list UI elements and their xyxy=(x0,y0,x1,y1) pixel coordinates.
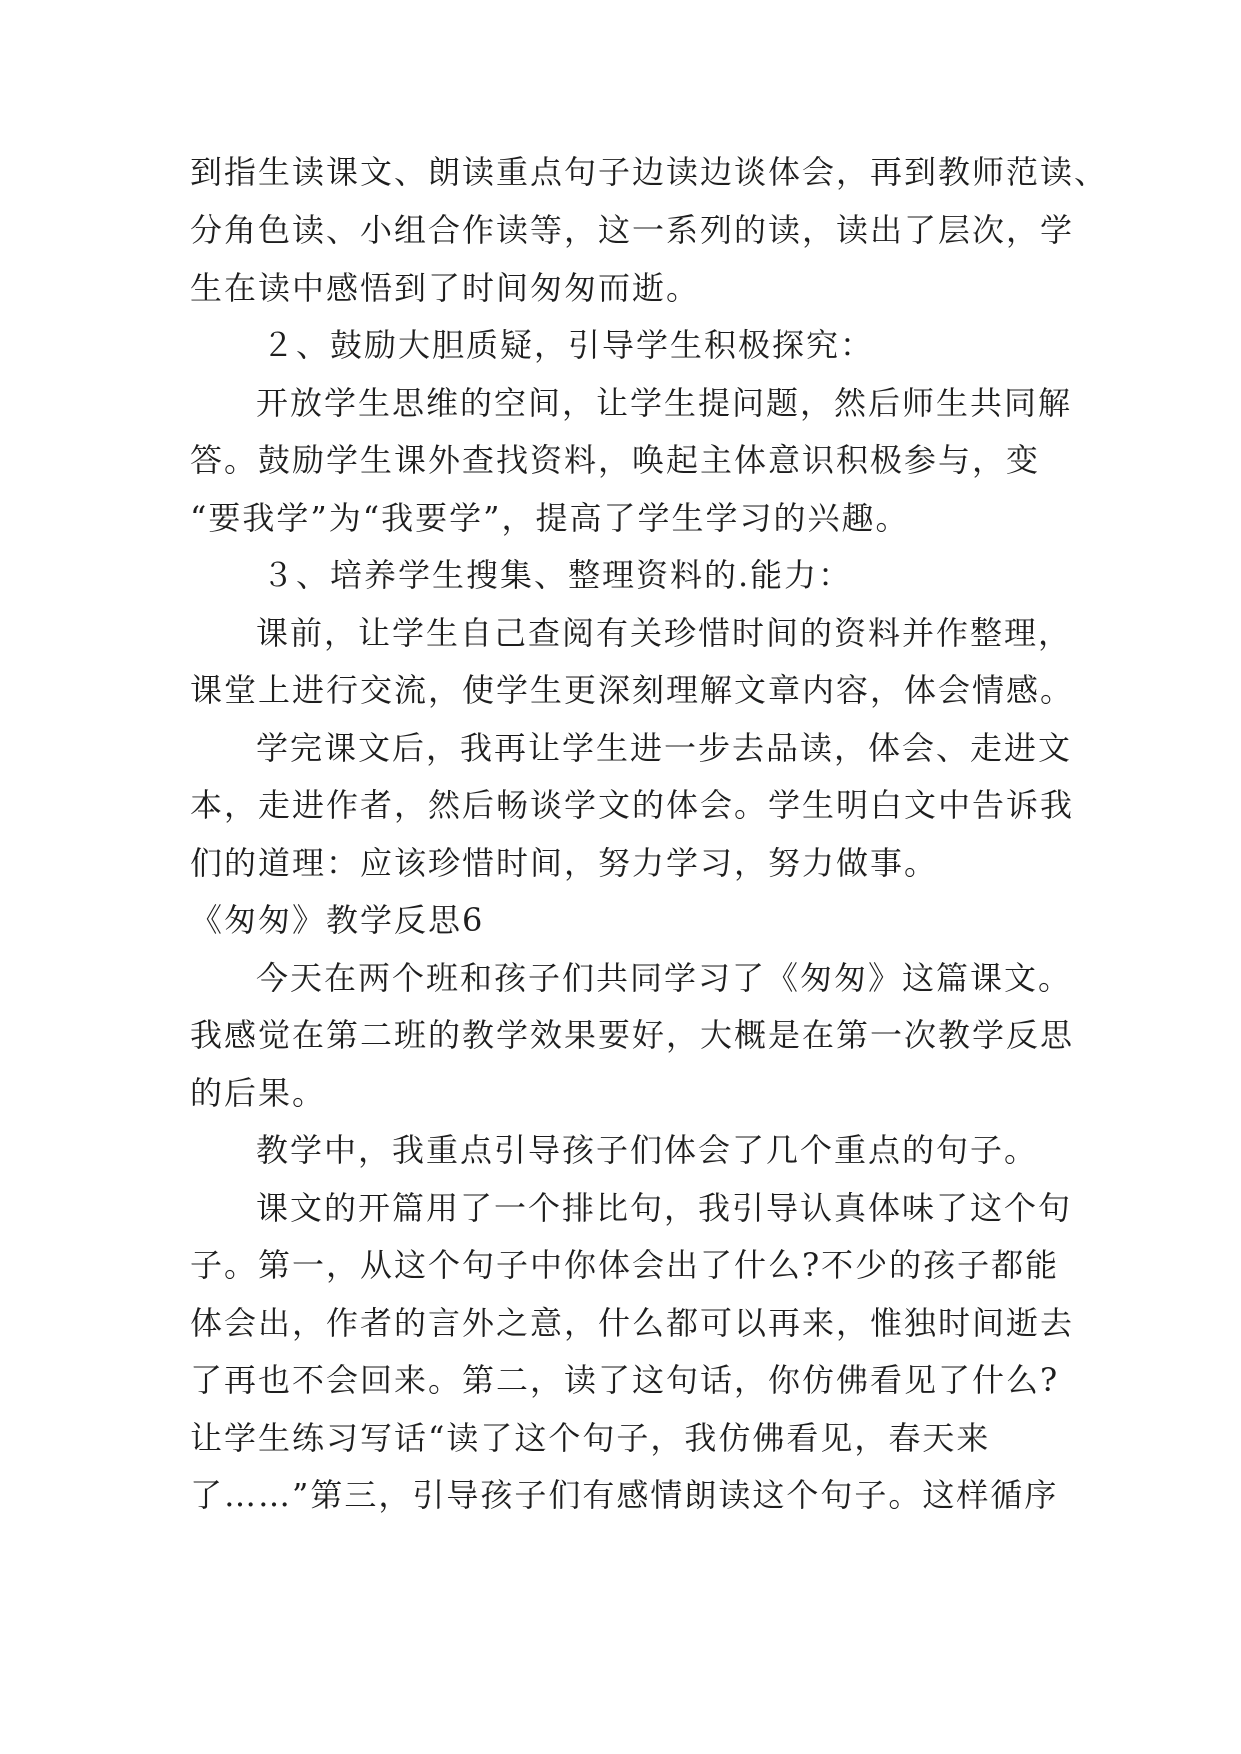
body-text-line: 开放学生思维的空间，让学生提问题，然后师生共同解 xyxy=(256,384,1073,422)
body-text-line: 了……”第三，引导孩子们有感情朗读这个句子。这样循序 xyxy=(190,1476,1059,1514)
body-text-line: 课前，让学生自己查阅有关珍惜时间的资料并作整理， xyxy=(256,614,1073,652)
article-title: 《匆匆》教学反思6 xyxy=(190,901,485,939)
body-text-line: 答。鼓励学生课外查找资料，唤起主体意识积极参与，变 xyxy=(190,441,1041,479)
body-text-line: 了再也不会回来。第二，读了这句话，你仿佛看见了什么? xyxy=(190,1361,1060,1399)
body-text-line: 学完课文后，我再让学生进一步去品读，体会、走进文 xyxy=(256,729,1073,767)
body-text-line: “要我学”为“我要学”，提高了学生学习的兴趣。 xyxy=(190,499,910,537)
body-text-line: 体会出，作者的言外之意，什么都可以再来，惟独时间逝去 xyxy=(190,1304,1075,1342)
body-text-line: 我感觉在第二班的教学效果要好，大概是在第一次教学反思 xyxy=(190,1016,1075,1054)
body-text-line: 让学生练习写话“读了这个句子，我仿佛看见，春天来 xyxy=(190,1419,991,1457)
body-text-line: 本，走进作者，然后畅谈学文的体会。学生明白文中告诉我 xyxy=(190,786,1075,824)
section-heading: ３、培养学生搜集、整理资料的.能力： xyxy=(262,556,853,594)
section-heading: ２、鼓励大胆质疑，引导学生积极探究： xyxy=(262,326,875,364)
body-text-line: 课文的开篇用了一个排比句，我引导认真体味了这个句 xyxy=(256,1189,1073,1227)
body-text-line: 到指生读课文、朗读重点句子边读边谈体会，再到教师范读、 xyxy=(190,153,1109,191)
body-text-line: 分角色读、小组合作读等，这一系列的读，读出了层次，学 xyxy=(190,211,1075,249)
body-text-line: 教学中，我重点引导孩子们体会了几个重点的句子。 xyxy=(256,1131,1039,1169)
body-text-line: 生在读中感悟到了时间匆匆而逝。 xyxy=(190,269,701,307)
body-text-line: 课堂上进行交流，使学生更深刻理解文章内容，体会情感。 xyxy=(190,671,1075,709)
body-text-line: 的后果。 xyxy=(190,1074,327,1112)
body-text-line: 子。第一，从这个句子中你体会出了什么?不少的孩子都能 xyxy=(190,1246,1060,1284)
body-text-line: 们的道理：应该珍惜时间，努力学习，努力做事。 xyxy=(190,844,939,882)
body-text-line: 今天在两个班和孩子们共同学习了《匆匆》这篇课文。 xyxy=(256,959,1073,997)
